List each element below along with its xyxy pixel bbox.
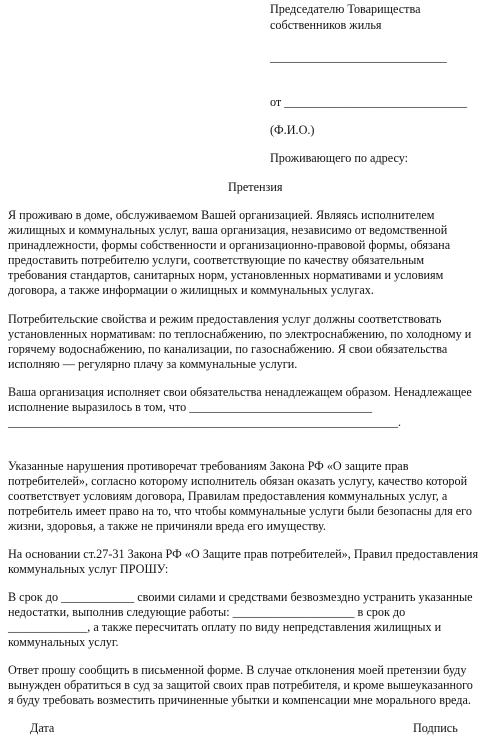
fio-label: (Ф.И.О.) bbox=[270, 123, 315, 137]
paragraph-line: потребитель имеет право на то, что чтобы коммунальные услуги были безопасны для его bbox=[8, 504, 472, 518]
paragraph-line: я буду требовать возместить причиненные убытки и компенсации мне морального вреда. bbox=[8, 693, 471, 707]
document-title: Претензия bbox=[228, 180, 283, 194]
paragraph-line: предоставить потребителю услуги, соответствующие по качеству обязательным bbox=[8, 253, 425, 267]
paragraph-line: жизни, здоровья, а также не причиняли вреда его имуществу. bbox=[8, 519, 326, 533]
paragraph-line: горячему водоснабжению, по канализации, по газоснабжению. Я свои обязательства bbox=[8, 342, 448, 356]
paragraph-line: недостатки, выполнив следующие работы: ____________________ в срок до bbox=[8, 605, 406, 619]
paragraph-line: Указанные нарушения противоречат требованиям Закона РФ «О защите прав bbox=[8, 459, 409, 473]
date-label: Дата bbox=[30, 721, 55, 735]
paragraph-line: Ответ прошу сообщить в письменной форме. В случае отклонения моей претензии буду bbox=[8, 663, 467, 677]
paragraph-line: требования стандартов, санитарных норм, установленных нормативами и условиям bbox=[8, 268, 444, 282]
paragraph-line: Я проживаю в доме, обслуживаемом Вашей организацией. Являясь исполнителем bbox=[8, 208, 435, 222]
paragraph-line: Потребительские свойства и режим предоставления услуг должны соответствовать bbox=[8, 312, 442, 326]
paragraph-line: вынужден обратиться в суд за защитой своих прав потребителя, и кроме вышеуказанного bbox=[8, 678, 473, 692]
addressee-line-2: собственников жилья bbox=[270, 18, 382, 32]
paragraph-line: коммунальных услуг. bbox=[8, 635, 119, 649]
paragraph-line: На основании ст.27-31 Закона РФ «О Защите прав потребителей», Правил предоставления bbox=[8, 547, 479, 561]
addressee-line-1: Председателю Товарищества bbox=[270, 2, 421, 16]
paragraph-line: Ваша организация исполняет свои обязательства ненадлежащем образом. Ненадлежащее bbox=[8, 385, 472, 399]
signature-label: Подпись bbox=[413, 721, 458, 735]
from-line: от ______________________________ bbox=[270, 95, 468, 109]
paragraph-line: жилищных и коммунальных услуг, ваша организация, независимо от ведомственной bbox=[8, 223, 448, 237]
address-label: Проживающего по адресу: bbox=[270, 151, 409, 165]
paragraph-line: исполнение выразилось в том, что ______________________________ bbox=[8, 400, 373, 414]
paragraph-line: потребителей», согласно которому исполнитель обязан оказать услугу, качество которой bbox=[8, 474, 468, 488]
paragraph-line: принадлежности, формы собственности и организационно-правовой формы, обязана bbox=[8, 238, 451, 252]
paragraph-line: коммунальных услуг ПРОШУ: bbox=[8, 562, 169, 576]
paragraph-line: установленных нормативам: по теплоснабжению, по электроснабжению, по холодному и bbox=[8, 327, 472, 341]
paragraph-line: договора, а также информации о жилищных и коммунальных услугах. bbox=[8, 283, 374, 297]
paragraph-line: соответствует условиям договора, Правилам предоставления коммунальных услуг, а bbox=[8, 489, 448, 503]
addressee-blank: _____________________________ bbox=[270, 50, 447, 64]
paragraph-line: В срок до ____________ своими силами и средствами безвозмездно устранить указанные bbox=[8, 590, 473, 604]
paragraph-line: ________________________________________________________________. bbox=[8, 415, 402, 429]
paragraph-line: _____________, а также пересчитать оплату по виду непредставления жилищных и bbox=[8, 620, 442, 634]
paragraph-line: исполняю — регулярно плачу за коммунальные услуги. bbox=[8, 357, 298, 371]
